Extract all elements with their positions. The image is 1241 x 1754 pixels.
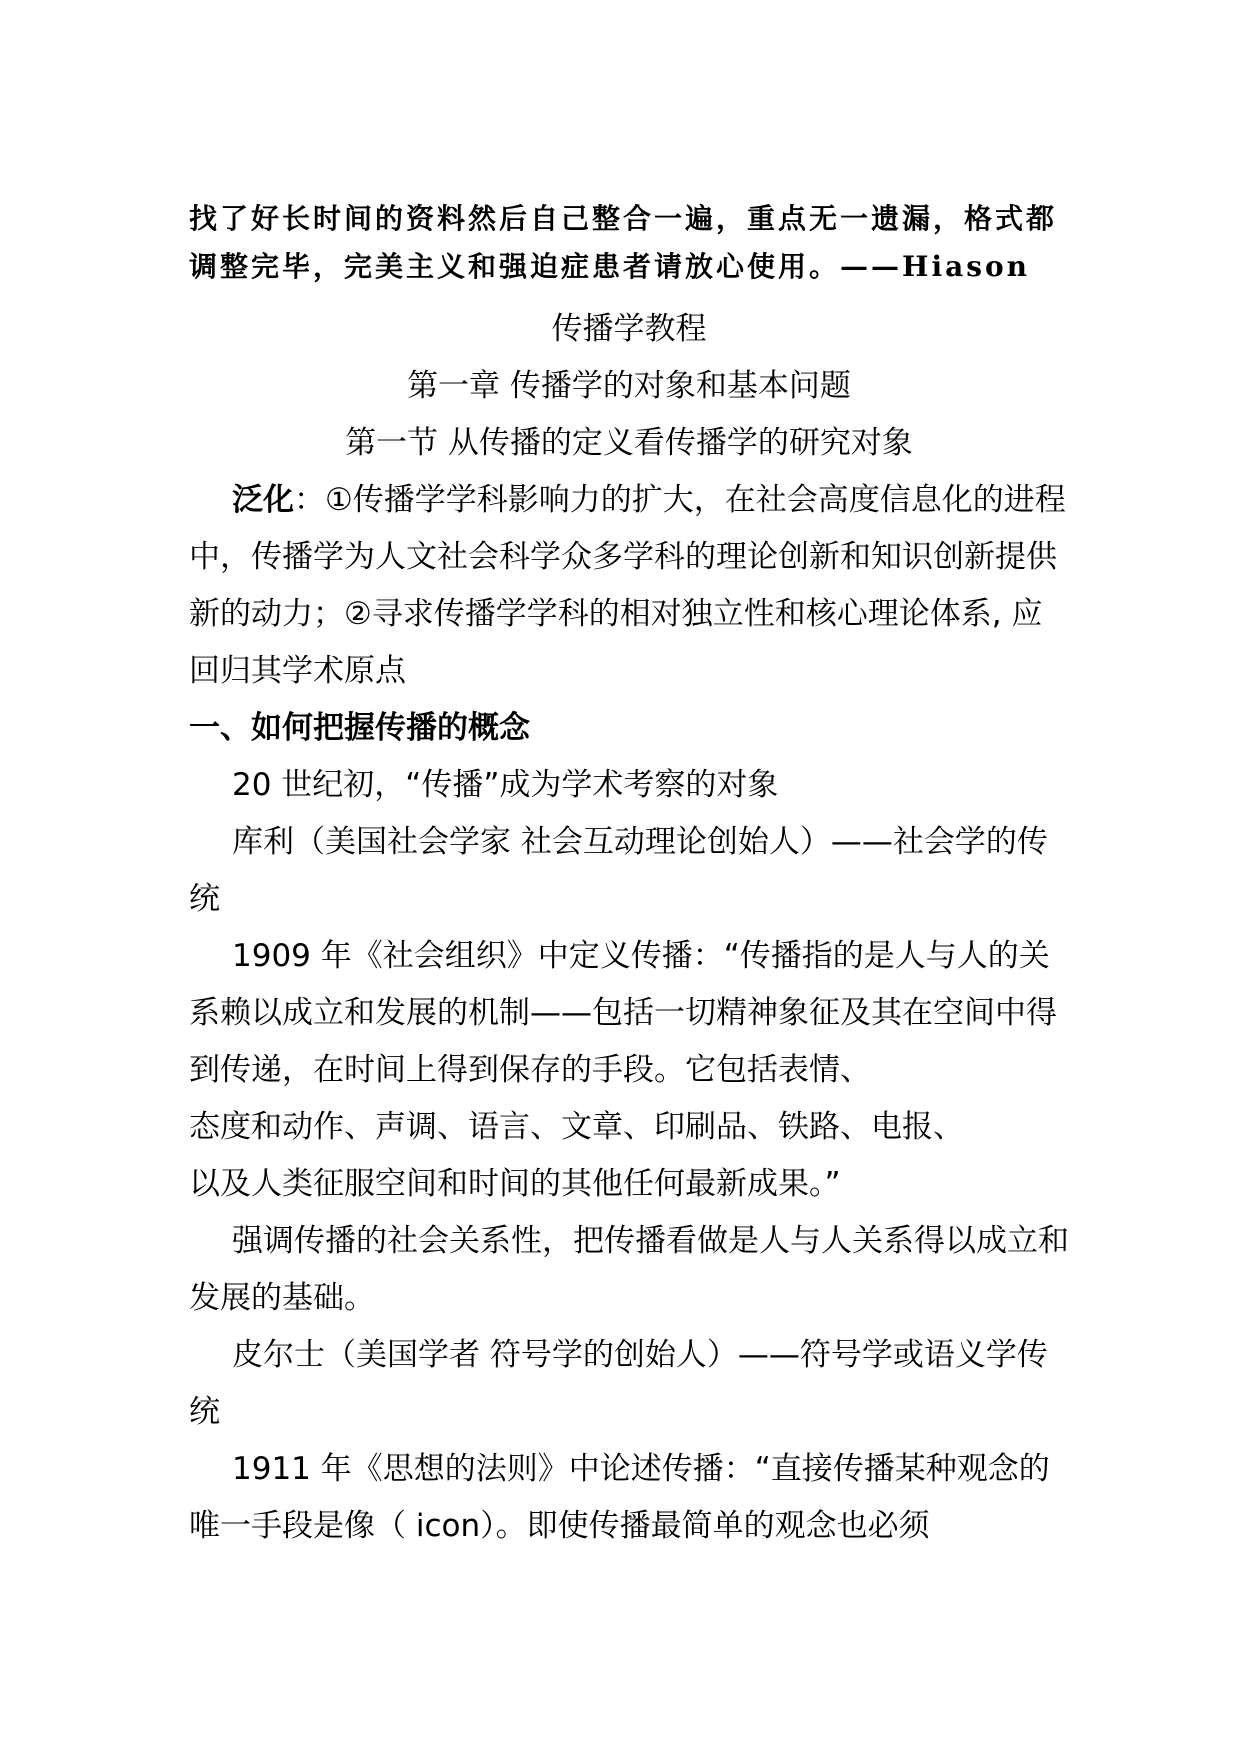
paragraph-cooley-definition-line-4: 态度和动作、声调、语言、文章、印刷品、铁路、电报、: [189, 1109, 964, 1145]
paragraph-cooley-definition: 1909 年《社会组织》中定义传播：“传播指的是人与人的关系赖以成立和发展的机制——包括一切精神象征及其在空间中得到传递，在时间上得到保存的手段。它包括表情、: [189, 938, 1057, 1088]
intro-line-1: 找了好长时间的资料然后自己整合一遍，重点无一遗漏，格式都: [189, 202, 1058, 235]
paragraph-peirce-definition: 1911 年《思想的法则》中论述传播：“直接传播某种观念的唯一手段是像（ icon）。即使传播最简单的观念也必须: [189, 1451, 1050, 1544]
term-generalization: 泛化: [232, 482, 294, 518]
document-body: [189, 301, 1069, 1555]
heading-concept: 一、如何把握传播的概念: [189, 710, 530, 746]
paragraph-early-20th-century: 20 世纪初，“传播”成为学术考察的对象: [232, 767, 779, 803]
paragraph-social-relation: 强调传播的社会关系性，把传播看做是人与人关系得以成立和发展的基础。: [189, 1223, 1069, 1316]
paragraph-peirce: 皮尔士（美国学者 符号学的创始人）——符号学或语义学传统: [189, 1337, 1048, 1430]
paragraph-generalization: [189, 472, 1069, 700]
intro-note: [189, 195, 1069, 291]
section-title: 第一节 从传播的定义看传播学的研究对象: [345, 425, 913, 461]
paragraph-cooley-definition-line-5: 以及人类征服空间和时间的其他任何最新成果。”: [189, 1166, 841, 1202]
intro-line-2: 调整完毕，完美主义和强迫症患者请放心使用。——Hiason: [189, 250, 1031, 283]
paragraph-cooley: 库利（美国社会学家 社会互动理论创始人）——社会学的传统: [189, 824, 1048, 917]
paragraph-generalization-text: ：①传播学学科影响力的扩大，在社会高度信息化的进程中，传播学为人文社会科学众多学科的理论创新和知识创新提供新的动力；②寻求传播学学科的相对独立性和核心理论体系, 应回归其学术原点: [189, 482, 1066, 689]
book-title: 传播学教程: [551, 311, 707, 347]
chapter-title: 第一章 传播学的对象和基本问题: [407, 368, 851, 404]
